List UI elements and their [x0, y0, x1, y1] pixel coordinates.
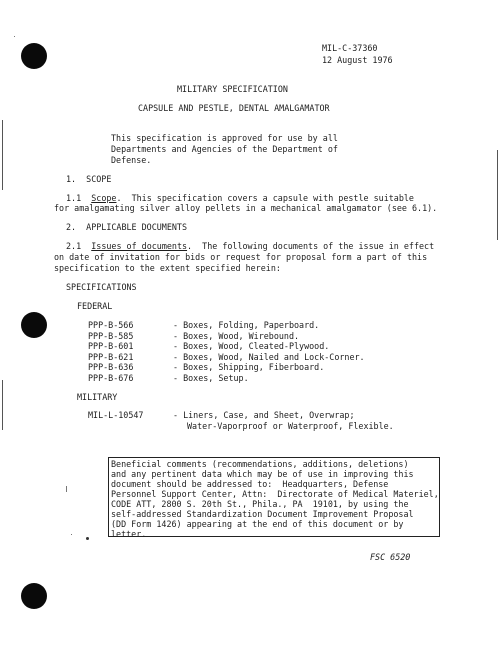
spec-desc: - Boxes, Wood, Nailed and Lock-Corner. — [173, 352, 365, 362]
spec-desc: - Boxes, Shipping, Fiberboard. — [173, 362, 325, 372]
spec-id: PPP-B-601 — [88, 341, 134, 351]
spec-id: MIL-L-10547 — [88, 410, 144, 420]
spec-desc: - Boxes, Wood, Wirebound. — [173, 331, 300, 341]
comments-line: Personnel Support Center, Attn: Directorate of Medical Materiel, — [111, 489, 439, 499]
comments-line: and any pertinent data which may be of use in improving this — [111, 469, 414, 479]
paragraph-1-1 — [66, 193, 414, 203]
federal-heading: FEDERAL — [77, 301, 113, 311]
comments-line: self-addressed Standardization Document Improvement Proposal — [111, 509, 414, 519]
doc-number: MIL-C-37360 — [322, 43, 378, 53]
comments-line: Beneficial comments (recommendations, additions, deletions) — [111, 459, 409, 469]
military-heading: MILITARY — [77, 392, 118, 402]
comments-line: (DD Form 1426) appearing at the end of this document or by — [111, 519, 404, 529]
specifications-heading: SPECIFICATIONS — [66, 282, 137, 292]
approval-line: Defense. — [111, 155, 152, 165]
scan-speck — [66, 486, 67, 492]
fsc-code: FSC 6520 — [370, 552, 411, 562]
approval-line: Departments and Agencies of the Department of — [111, 144, 338, 154]
section-heading-applicable-documents: 2. APPLICABLE DOCUMENTS — [66, 222, 188, 232]
punch-hole-bottom — [21, 583, 47, 609]
punch-hole-top — [21, 43, 47, 69]
para-title: Issues of documents — [91, 241, 188, 251]
spec-desc: - Boxes, Setup. — [173, 373, 249, 383]
comments-line: letter. — [111, 529, 147, 539]
military-spec-desc-cont: Water-Vaporproof or Waterproof, Flexible. — [187, 421, 394, 431]
scan-speck — [71, 534, 72, 535]
para-number: 1.1 — [66, 193, 82, 203]
scan-edge-mark — [497, 150, 498, 240]
para-number: 2.1 — [66, 241, 82, 251]
spec-id: PPP-B-621 — [88, 352, 134, 362]
spec-desc: - Boxes, Folding, Paperboard. — [173, 320, 320, 330]
scan-speck — [14, 36, 15, 37]
comments-line: CODE ATT, 2800 S. 20th St., Phila., PA 19101, by using the — [111, 499, 409, 509]
spec-id: PPP-B-566 — [88, 320, 134, 330]
scan-edge-mark — [2, 380, 3, 430]
spec-id: PPP-B-585 — [88, 331, 134, 341]
punch-hole-middle — [21, 312, 47, 338]
doc-date: 12 August 1976 — [322, 55, 393, 65]
approval-line: This specification is approved for use by all — [111, 133, 338, 143]
para-title: Scope — [91, 193, 117, 203]
para-text: . This specification covers a capsule with pestle suitable — [116, 193, 414, 203]
paragraph-2-1-line2: on date of invitation for bids or request for proposal form a part of this — [54, 252, 428, 262]
comments-box — [108, 457, 440, 537]
spec-desc: - Boxes, Wood, Cleated-Plywood. — [173, 341, 330, 351]
paragraph-1-1-line2: for amalgamating silver alloy pellets in a mechanical amalgamator (see 6.1). — [54, 203, 438, 213]
spec-title: MILITARY SPECIFICATION — [177, 84, 288, 94]
spec-id: PPP-B-636 — [88, 362, 134, 372]
spec-desc: - Liners, Case, and Sheet, Overwrap; — [173, 410, 355, 420]
para-text: . The following documents of the issue in effect — [187, 241, 435, 251]
scan-speck — [86, 537, 89, 540]
scan-edge-mark — [2, 120, 3, 190]
spec-id: PPP-B-676 — [88, 373, 134, 383]
comments-line: document should be addressed to: Headquarters, Defense — [111, 479, 389, 489]
section-heading-scope: 1. SCOPE — [66, 174, 112, 184]
paragraph-2-1-line3: specification to the extent specified herein: — [54, 263, 281, 273]
paragraph-2-1 — [66, 241, 434, 251]
spec-subject: CAPSULE AND PESTLE, DENTAL AMALGAMATOR — [138, 103, 330, 113]
